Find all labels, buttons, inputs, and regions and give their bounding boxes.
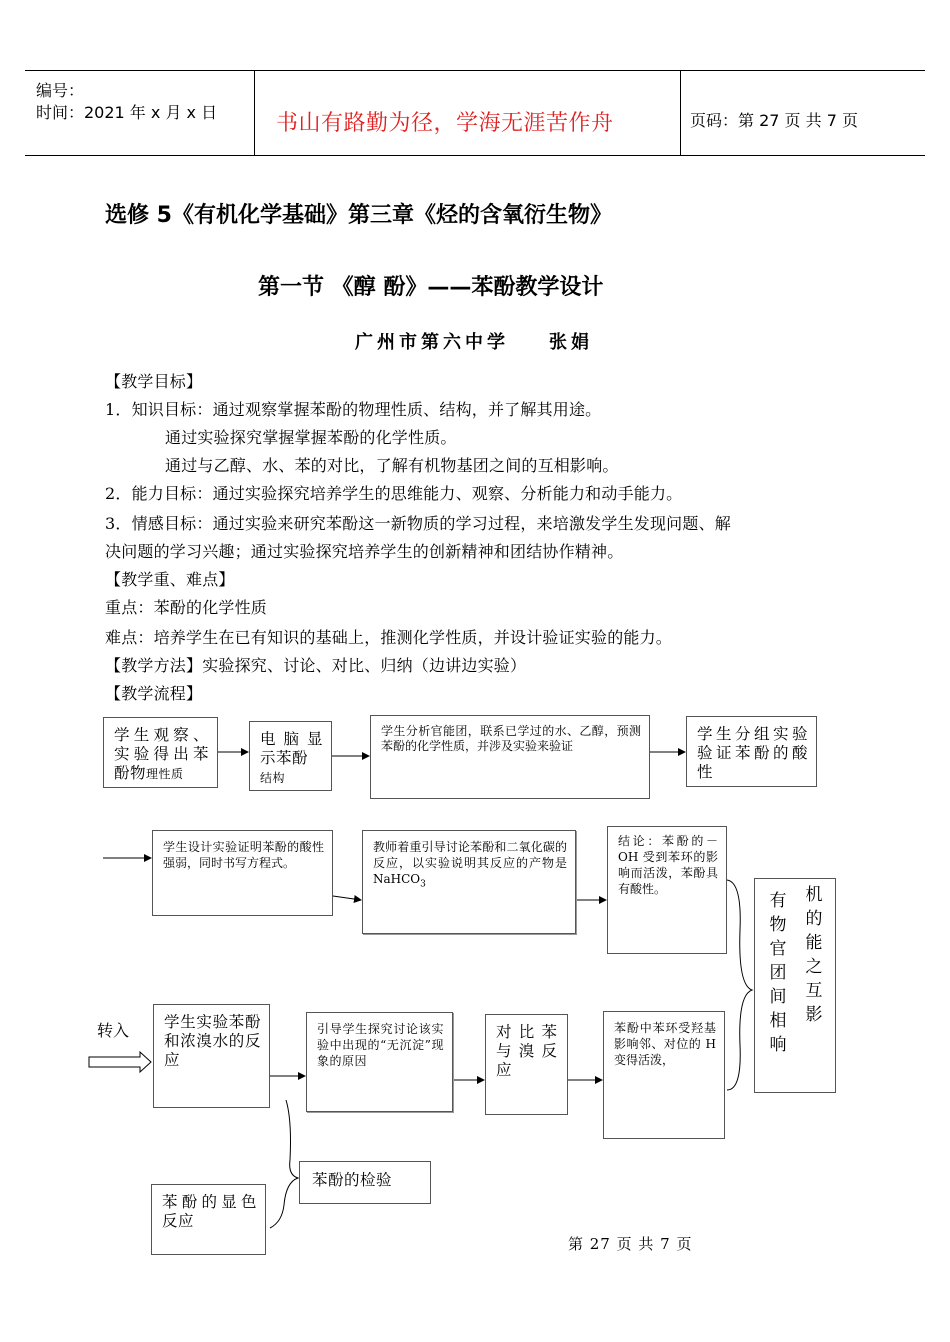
flow-box-conclusion xyxy=(607,826,727,954)
key-heading: 【教学重、难点】 xyxy=(105,570,235,589)
difficult-point: 难点：培养学生在已有知识的基础上，推测化学性质，并设计验证实验的能力。 xyxy=(105,628,673,647)
flow-box-computer-text: 电脑显示苯酚 xyxy=(260,730,323,767)
header-time: 时间：2021 年 x 月 x 日 xyxy=(36,103,218,122)
goal-1b: 通过实验探究掌握掌握苯酚的化学性质。 xyxy=(165,428,457,447)
flow-box-color xyxy=(151,1184,266,1255)
goal-3a: 3．情感目标：通过实验来研究苯酚这一新物质的学习过程，来培激发学生发现问题、解 xyxy=(105,514,731,533)
flow-box-computer xyxy=(249,721,332,791)
flow-box-design-text: 学生设计实验证明苯酚的酸性强弱，同时书写方程式。 xyxy=(163,840,324,870)
goal-3b: 决问题的学习兴趣；通过实验探究培养学生的创新精神和团结协作精神。 xyxy=(105,542,624,561)
teaching-method: 【教学方法】实验探究、讨论、对比、归纳（边讲边实验） xyxy=(105,656,527,675)
header-page-code: 页码：第 27 页 共 7 页 xyxy=(690,111,858,130)
school-name: 广州市第六中学 xyxy=(355,332,509,353)
flow-box-ring-effect-text: 苯酚中苯环受羟基影响邻、对位的 H 变得活泼， xyxy=(614,1021,716,1067)
flow-box-benzene xyxy=(485,1014,568,1115)
flow-box-discuss xyxy=(306,1012,453,1112)
goal-1c: 通过与乙醇、水、苯的对比，了解有机物基团之间的互相影响。 xyxy=(165,456,619,475)
author-name: 张娟 xyxy=(549,332,593,353)
flow-box-computer-small: 结构 xyxy=(260,771,286,785)
flow-box-summary xyxy=(754,878,836,1093)
transfer-label: 转入 xyxy=(97,1021,130,1040)
flow-box-group-exp xyxy=(686,716,817,787)
flow-box-color-text: 苯酚的显色反应 xyxy=(162,1193,257,1230)
summary-col-1: 有物官团间相响 xyxy=(769,891,787,1055)
key-point: 重点：苯酚的化学性质 xyxy=(105,598,268,617)
flow-box-teacher xyxy=(362,830,576,934)
goals-heading: 【教学目标】 xyxy=(105,372,203,391)
flow-box-benzene-text: 对比苯与溴反应 xyxy=(496,1023,559,1079)
flow-box-conclusion-text: 结论：苯酚的－OH 受到苯环的影响而活泼，苯酚具有酸性。 xyxy=(618,834,718,896)
flow-heading: 【教学流程】 xyxy=(105,684,203,703)
arrow-b5-b6 xyxy=(333,896,361,900)
goal-2: 2．能力目标：通过实验探究培养学生的思维能力、观察、分析能力和动手能力。 xyxy=(105,484,683,503)
flow-box-analyze-text: 学生分析官能团，联系已学过的水、乙醇，预测苯酚的化学性质，并涉及实验来验证 xyxy=(381,724,641,753)
flow-box-bromine xyxy=(153,1004,270,1108)
brace-bottom xyxy=(270,1100,298,1228)
header-motto: 书山有路勤为径，学海无涯苦作舟 xyxy=(276,111,614,136)
flow-box-ring-effect xyxy=(603,1011,725,1139)
header-code: 编号： xyxy=(36,81,85,100)
summary-col-2: 机的能之互影 xyxy=(805,885,823,1025)
flow-box-teacher-sub: 3 xyxy=(420,879,426,890)
page-footer: 第 27 页 共 7 页 xyxy=(568,1235,693,1253)
flow-box-observe-text: 学生观察、实验得出苯酚物 xyxy=(114,726,209,782)
goal-1: 1．知识目标：通过观察掌握苯酚的物理性质、结构，并了解其用途。 xyxy=(105,400,602,419)
flow-box-observe-small: 理性质 xyxy=(146,767,184,781)
flow-box-teacher-text: 教师着重引导讨论苯酚和二氧化碳的反应，以实验说明其反应的产物是 NaHCO xyxy=(373,840,567,886)
flow-box-test xyxy=(299,1161,431,1204)
flow-box-design xyxy=(152,830,333,916)
document-title: 选修 5《有机化学基础》第三章《烃的含氧衍生物》 xyxy=(105,203,612,228)
flow-box-observe xyxy=(103,717,218,788)
flow-box-bromine-text: 学生实验苯酚和浓溴水的反应 xyxy=(164,1013,261,1069)
flow-box-analyze xyxy=(370,715,650,799)
flow-box-group-exp-text: 学生分组实验验证苯酚的酸性 xyxy=(697,725,808,781)
transfer-arrow-icon xyxy=(89,1052,151,1072)
document-subtitle: 第一节 《醇 酚》——苯酚教学设计 xyxy=(258,275,604,300)
brace-right xyxy=(727,880,752,1090)
flow-box-discuss-text: 引导学生探究讨论该实验中出现的“无沉淀”现象的原因 xyxy=(317,1022,444,1068)
flow-box-test-text: 苯酚的检验 xyxy=(312,1171,393,1189)
